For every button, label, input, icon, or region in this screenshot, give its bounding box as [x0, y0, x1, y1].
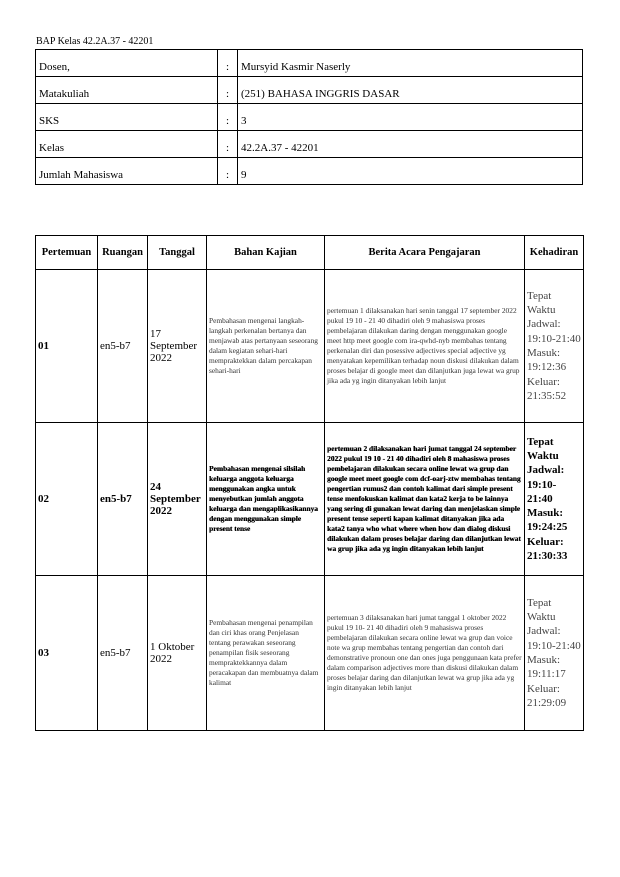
info-separator: : [218, 131, 238, 158]
tanggal-cell: 24 September 2022 [148, 423, 207, 576]
info-row-sks [36, 104, 583, 131]
info-label: Dosen, [36, 50, 218, 77]
table-header-row [36, 236, 584, 270]
berita-acara-cell: pertemuan 2 dilaksanakan hari jumat tanggal 24 september 2022 pukul 19 10 - 21 40 dihadiri oleh 8 mahasiswa proses pembelajaran dilakukan secara online lewat wa grup dan google meet meet google com dcf-oarj-ztw membahas tentang pengertian rumus2 dan contoh kalimat dari simple present tense menfokuskan kalimat dan kata2 kerja to be lainnya yang sering di gunakan lewat daring dan menjelaskan simple present tense seperti kapan kalimat ditanyakan jika ada kata2 tanya who what where when how dan dialog diskusi dilakukan dalam proses belajar daring dan dilanjutkan lewat wa grup jika ada yg ingin ditanyakan lebih lanjut [325, 423, 525, 576]
info-row-dosen [36, 50, 583, 77]
ruangan-cell: en5-b7 [98, 423, 148, 576]
info-value: 9 [238, 158, 583, 185]
table-row [36, 576, 584, 731]
attendance-table [35, 235, 584, 731]
document-title: BAP Kelas 42.2A.37 - 42201 [36, 36, 154, 47]
tanggal-cell: 1 Oktober 2022 [148, 576, 207, 731]
table-row [36, 270, 584, 423]
bahan-kajian-cell: Pembahasan mengenai langkah-langkah perkenalan bertanya dan menjawab atas pertanyaan seseorang dalam kegiatan sehari-hari mempraktekkan dalam percakapan sehari-hari [207, 270, 325, 423]
info-value: 42.2A.37 - 42201 [238, 131, 583, 158]
column-header: Berita Acara Pengajaran [325, 236, 525, 270]
info-row-matakuliah [36, 77, 583, 104]
column-header: Kehadiran [525, 236, 584, 270]
pertemuan-cell: 03 [36, 576, 98, 731]
bahan-kajian-cell: Pembahasan mengenai penampilan dan ciri khas orang Penjelasan tentang perawakan seseorang penampilan fisik seseorang mempraktekkannya dalam peracakapan dan membuatnya dalam kalimat [207, 576, 325, 731]
info-row-kelas [36, 131, 583, 158]
kehadiran-cell: Tepat Waktu Jadwal: 19:10-21:40 Masuk: 19:11:17 Keluar: 21:29:09 [525, 576, 584, 731]
berita-acara-cell: pertemuan 3 dilaksanakan hari jumat tanggal 1 oktober 2022 pukul 19 10- 21 40 dihadiri oleh 9 mahasiswa proses pembelajaran dilakukan secara online lewat wa grup dan voice note wa grup membahas tentang pengertian dan contoh dari demonstrative pronoun one dan ones juga penggunaan kata prefer dalam comparison adjectives more than diskusi dilakukan dalam proses belajar daring dan dilanjutkan lewat wa grup jika ada yg ingin ditanyakan lebih lanjut [325, 576, 525, 731]
info-value: Mursyid Kasmir Naserly [238, 50, 583, 77]
column-header: Ruangan [98, 236, 148, 270]
info-label: SKS [36, 104, 218, 131]
info-label: Jumlah Mahasiswa [36, 158, 218, 185]
pertemuan-cell: 01 [36, 270, 98, 423]
bahan-kajian-cell: Pembahasan mengenai silsilah keluarga anggota keluarga menggunakan angka untuk menyebutkan jumlah anggota keluarga dan mengaplikasikannya dengan menggunakan simple present tense [207, 423, 325, 576]
tanggal-cell: 17 September 2022 [148, 270, 207, 423]
info-separator: : [218, 158, 238, 185]
table-row [36, 423, 584, 576]
info-value: (251) BAHASA INGGRIS DASAR [238, 77, 583, 104]
info-row-jumlah-mahasiswa [36, 158, 583, 185]
kehadiran-cell: Tepat Waktu Jadwal: 19:10-21:40 Masuk: 19:24:25 Keluar: 21:30:33 [525, 423, 584, 576]
ruangan-cell: en5-b7 [98, 270, 148, 423]
column-header: Bahan Kajian [207, 236, 325, 270]
ruangan-cell: en5-b7 [98, 576, 148, 731]
kehadiran-cell: Tepat Waktu Jadwal: 19:10-21:40 Masuk: 19:12:36 Keluar: 21:35:52 [525, 270, 584, 423]
info-table [35, 49, 583, 185]
info-label: Kelas [36, 131, 218, 158]
pertemuan-cell: 02 [36, 423, 98, 576]
info-separator: : [218, 77, 238, 104]
column-header: Tanggal [148, 236, 207, 270]
info-value: 3 [238, 104, 583, 131]
column-header: Pertemuan [36, 236, 98, 270]
info-label: Matakuliah [36, 77, 218, 104]
berita-acara-cell: pertemuan 1 dilaksanakan hari senin tanggal 17 september 2022 pukul 19 10 - 21 40 dihadiri oleh 9 mahasiswa proses pembelajaran dilakukan daring dengan menggunakan google meet http meet google com ira-qwhd-nyb membahas tentang perkenalan diri dan posessive adjectives special adjective yg menyatakan kepemilikan terhadap noun diskusi dilakukan dalam proses belajar di google meet dan dilanjutkan juga lewat wa grup jika ada yg ingin ditanyakan lebih lanjut [325, 270, 525, 423]
info-separator: : [218, 50, 238, 77]
info-separator: : [218, 104, 238, 131]
